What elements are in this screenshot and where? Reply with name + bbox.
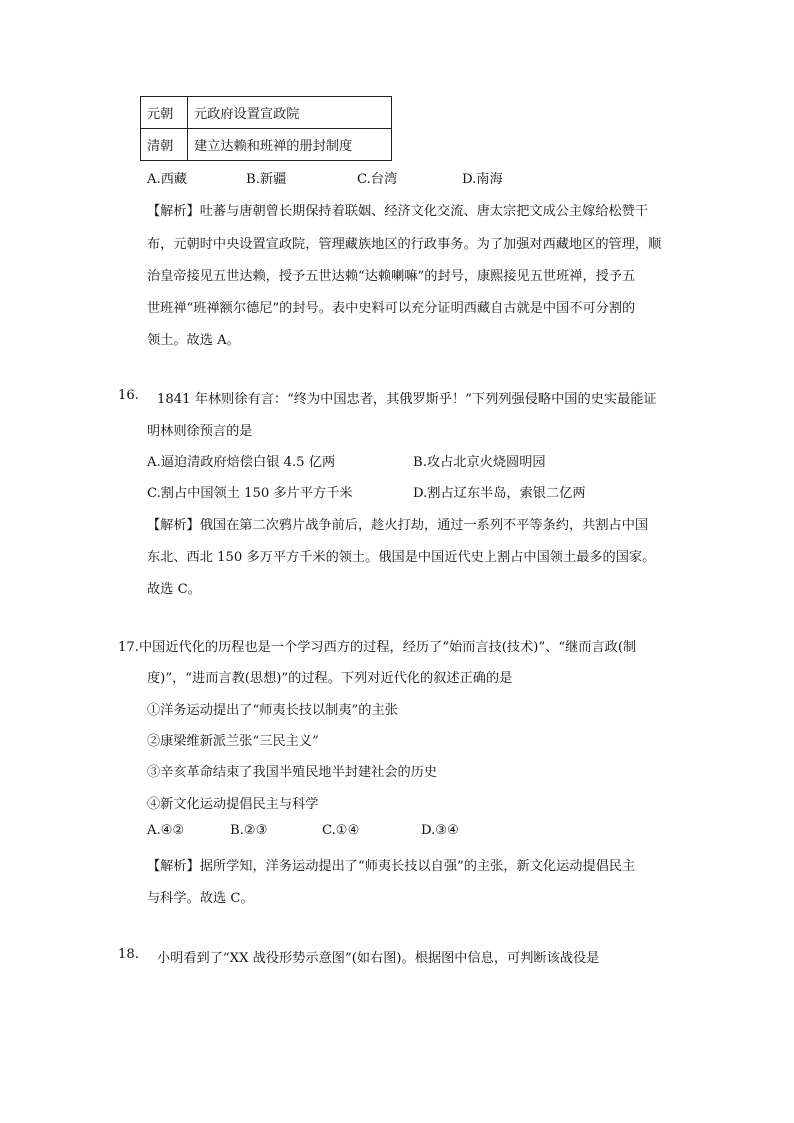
q15-analysis-line: 世班禅“班禅额尔德尼”的封号。表中史料可以充分证明西藏自古就是中国不可分割的 [147,301,636,316]
q16-analysis-line: 东北、西北 150 多万平方千米的领土。俄国是中国近代史上割占中国领土最多的国家。 [147,550,656,565]
q17-option-d: D.③④ [421,823,459,838]
table-period-cell: 清朝 [141,129,188,161]
q15-analysis-line: 布，元朝时中央设置宣政院，管理藏族地区的行政事务。为了加强对西藏地区的管理，顺 [147,237,662,252]
q16-analysis-line: 故选 C。 [147,582,201,597]
table-row [141,129,392,161]
q17-item: ③辛亥革命结束了我国半殖民地半封建社会的历史 [147,765,438,780]
q16-number: 16. [118,388,139,403]
history-table [140,96,392,161]
table-event-cell: 建立达赖和班禅的册封制度 [188,129,392,161]
q17-analysis-line: 【解析】据所学知，洋务运动提出了“师夷长技以自强”的主张，新文化运动提倡民主 [147,859,636,874]
q16-stem-line: 明林则徐预言的是 [147,424,253,439]
q15-analysis-line: 领土。故选 A。 [147,333,240,348]
q16-analysis-line: 【解析】俄国在第二次鸦片战争前后，趁火打劫，通过一系列不平等条约，共割占中国 [147,518,649,533]
q17-stem-line: 17.中国近代化的历程也是一个学习西方的过程，经历了“始而言技(技术)”、“继而言政(制 [118,640,637,655]
q17-item: ②康梁维新派兰张“三民主义” [147,734,319,749]
q18-stem: 小明看到了“XX 战役形势示意图”(如右图)。根据图中信息，可判断该战役是 [157,951,600,966]
q16-option-d: D.割占辽东半岛，索银二亿两 [413,486,586,501]
q15-option-c: C.台湾 [357,172,398,187]
q17-stem-line: 度)”，“进而言教(思想)”的过程。下列对近代化的叙述正确的是 [147,671,513,686]
q16-stem-line: 1841 年林则徐有言：“终为中国忠者，其俄罗斯乎！”下列列强侵略中国的史实最能证 [157,392,657,407]
q17-option-b: B.②③ [230,823,268,838]
q15-option-a: A.西藏 [147,172,188,187]
q15-option-d: D.南海 [462,172,503,187]
q17-analysis-line: 与科学。故选 C。 [147,891,254,906]
q16-option-b: B.攻占北京火烧圆明园 [413,455,546,470]
q17-item: ①洋务运动提出了“师夷长技以制夷”的主张 [147,703,398,718]
q16-option-c: C.割占中国领土 150 多片平方千米 [147,486,353,501]
q15-analysis-line: 【解析】吐蕃与唐朝曾长期保持着联姻、经济文化交流、唐太宗把文成公主嫁给松赞干 [147,204,649,219]
q15-analysis-line: 治皇帝接见五世达赖，授予五世达赖“达赖喇嘛”的封号，康熙接见五世班禅，授予五 [147,269,636,284]
q15-option-b: B.新疆 [246,172,287,187]
q18-number: 18. [118,947,139,962]
table-period-cell: 元朝 [141,97,188,129]
q16-option-a: A.逼迫清政府焙偿白银 4.5 亿两 [147,455,336,470]
q17-option-c: C.①④ [322,823,360,838]
q17-item: ④新文化运动提倡民主与科学 [147,797,319,812]
table-event-cell: 元政府设置宣政院 [188,97,392,129]
q17-option-a: A.④② [147,823,185,838]
table-row [141,97,392,129]
